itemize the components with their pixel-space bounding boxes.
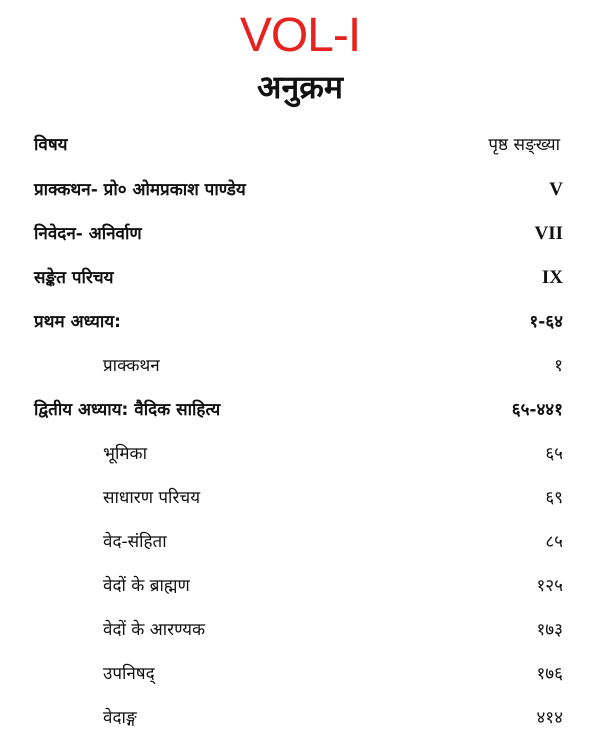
toc-subentry-vedanga	[0, 703, 600, 733]
toc-entry-label: सङ्केत परिचय	[34, 268, 114, 288]
toc-entry-label: प्राक्कथन- प्रो० ओमप्रकाश पाण्डेय	[34, 180, 246, 200]
toc-entry-page: १७६	[536, 664, 563, 684]
subject-header: विषय	[34, 135, 68, 155]
toc-entry-label: साधारण परिचय	[103, 488, 201, 508]
toc-entry-label: भूमिका	[103, 444, 147, 464]
toc-entry-page: १	[554, 356, 563, 376]
toc-entry-label: प्राक्कथन	[103, 356, 160, 376]
toc-entry-page: १२५	[536, 576, 563, 596]
toc-entry-page: १-६४	[529, 312, 563, 332]
toc-subentry-brahmana	[0, 571, 600, 601]
toc-entry-label: वेदाङ्ग	[103, 708, 137, 728]
toc-entry-abbreviations	[0, 263, 600, 293]
toc-entry-label: निवेदन- अनिर्वाण	[34, 224, 142, 244]
toc-entry-page: ६५	[545, 444, 563, 464]
toc-entry-label: वेदों के आरण्यक	[103, 620, 206, 640]
toc-subentry-general-intro	[0, 483, 600, 513]
toc-entry-label: प्रथम अध्याय:	[34, 312, 121, 332]
toc-entry-page: ८५	[545, 532, 563, 552]
page-count-header: पृष्ठ सङ्ख्या	[488, 135, 560, 155]
toc-entry-label: द्वितीय अध्याय: वैदिक साहित्य	[34, 400, 221, 420]
toc-subentry-upanishad	[0, 659, 600, 689]
toc-entry-page: V	[549, 179, 563, 200]
volume-label: VOL-I	[239, 9, 361, 62]
toc-entry-page: VII	[534, 223, 563, 244]
toc-entry-nivedan	[0, 219, 600, 249]
toc-subentry-bhumika	[0, 439, 600, 469]
toc-entry-chapter-2	[0, 395, 600, 425]
toc-subentry-veda-samhita	[0, 527, 600, 557]
toc-entry-preface	[0, 175, 600, 205]
toc-entry-label: उपनिषद्	[103, 664, 155, 684]
toc-entry-page: ४१४	[536, 708, 563, 728]
toc-entry-page: IX	[541, 267, 563, 288]
toc-header	[0, 130, 600, 160]
toc-entry-page: १७३	[536, 620, 563, 640]
toc-subentry-prakkathan	[0, 351, 600, 381]
toc-entry-label: वेदों के ब्राह्मण	[103, 576, 190, 596]
toc-entry-page: ६५-४४१	[511, 400, 563, 420]
toc-entry-chapter-1	[0, 307, 600, 337]
toc-entry-label: वेद-संहिता	[103, 532, 167, 552]
toc-subentry-aranyaka	[0, 615, 600, 645]
toc-entry-page: ६९	[545, 488, 563, 508]
page-title: अनुक्रम	[257, 68, 343, 106]
